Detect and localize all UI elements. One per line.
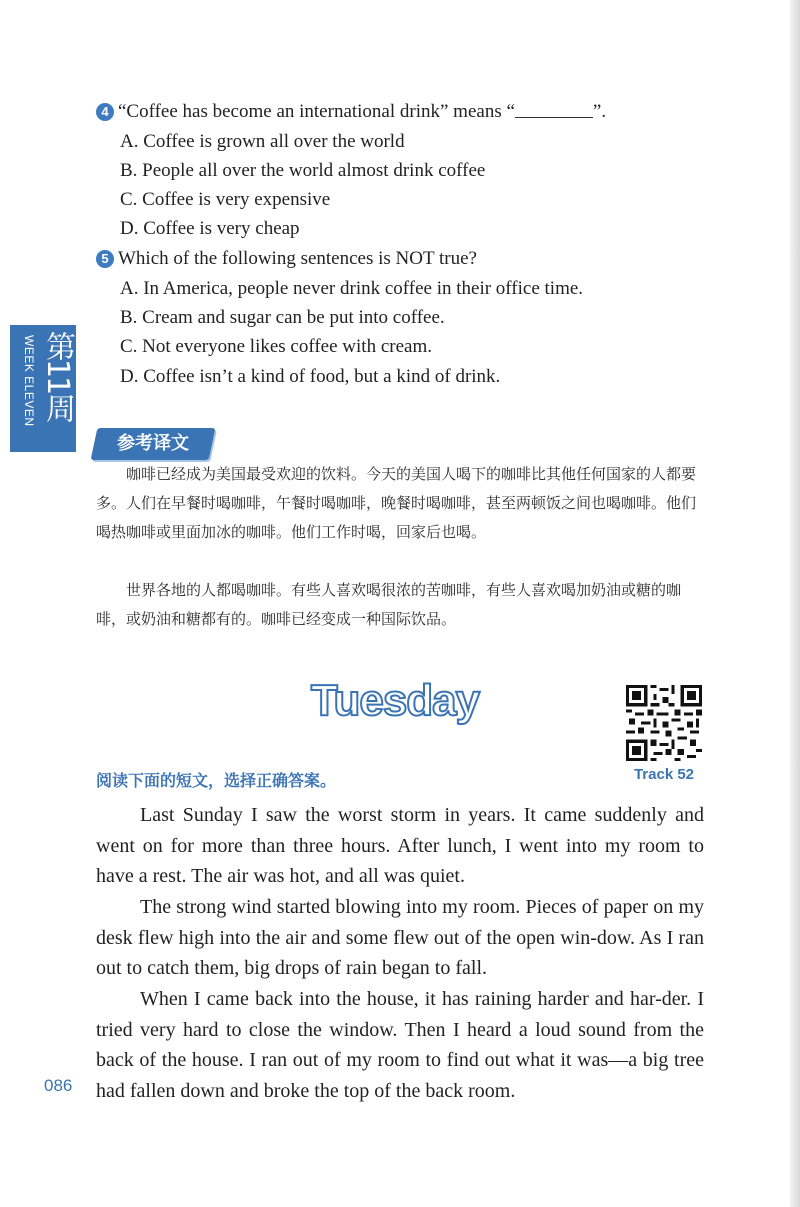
option-b: B. Cream and sugar can be put into coffee. bbox=[120, 307, 445, 328]
option-c: C. Coffee is very expensive bbox=[120, 189, 331, 210]
track-label: Track 52 bbox=[633, 766, 695, 783]
question-4 bbox=[96, 100, 606, 124]
week-tab bbox=[10, 325, 76, 452]
page-number: 086 bbox=[44, 1076, 73, 1095]
option-a: A. In America, people never drink coffee in their office time. bbox=[120, 278, 584, 299]
reading-instruction: 阅读下面的短文，选择正确答案。 bbox=[96, 771, 337, 790]
option-d: D. Coffee is very cheap bbox=[120, 218, 300, 239]
option-d: D. Coffee isn’t a kind of food, but a kind of drink. bbox=[120, 366, 501, 387]
week-label-cn: 第11周 bbox=[40, 331, 75, 422]
question-5 bbox=[96, 247, 477, 271]
page-edge bbox=[790, 0, 800, 1207]
option-c: C. Not everyone likes coffee with cream. bbox=[120, 336, 432, 357]
translation-badge: 参考译文 bbox=[91, 428, 216, 460]
passage-paragraph: Last Sunday I saw the worst storm in years. It came suddenly and went on for more than three hours. After lunch, I went into my room to have a rest. The air was hot, and all was quiet. bbox=[96, 804, 704, 887]
option-a: A. Coffee is grown all over the world bbox=[120, 131, 405, 152]
passage-paragraph: When I came back into the house, it has raining harder and har-der. I tried very hard to close the window. Then I heard a loud sound from the back of the house. I ran out of my room to find out what it was—a big tree had fallen down and broke the top of the back room. bbox=[96, 988, 704, 1102]
translation-paragraph: 世界各地的人都喝咖啡。有些人喜欢喝很浓的苦咖啡，有些人喜欢喝加奶油或糖的咖啡，或奶油和糖都有的。咖啡已经变成一种国际饮品。 bbox=[96, 581, 682, 628]
translation-paragraph: 咖啡已经成为美国最受欢迎的饮料。今天的美国人喝下的咖啡比其他任何国家的人都要多。人们在早餐时喝咖啡，午餐时喝咖啡，晚餐时喝咖啡，甚至两顿饭之间也喝咖啡。他们喝热咖啡或里面加冰的咖啡。他们工作时喝，回家后也喝。 bbox=[96, 465, 697, 541]
question-number: 5 bbox=[96, 250, 114, 268]
qr-code-icon bbox=[626, 685, 702, 761]
question-number: 4 bbox=[96, 103, 114, 121]
passage-paragraph: The strong wind started blowing into my room. Pieces of paper on my desk flew high into the air and some flew out of the open win-dow. As I ran out to catch them, big drops of rain began to fall. bbox=[96, 896, 704, 979]
section-title: Tuesday bbox=[310, 676, 480, 725]
question-text: Which of the following sentences is NOT true? bbox=[118, 248, 477, 269]
question-text-end: ”. bbox=[592, 101, 607, 122]
question-text: “Coffee has become an international drink” means “ bbox=[118, 101, 515, 122]
answer-blank bbox=[515, 103, 593, 118]
option-b: B. People all over the world almost drink coffee bbox=[120, 160, 486, 181]
week-label-en: WEEK ELEVEN bbox=[22, 335, 36, 427]
